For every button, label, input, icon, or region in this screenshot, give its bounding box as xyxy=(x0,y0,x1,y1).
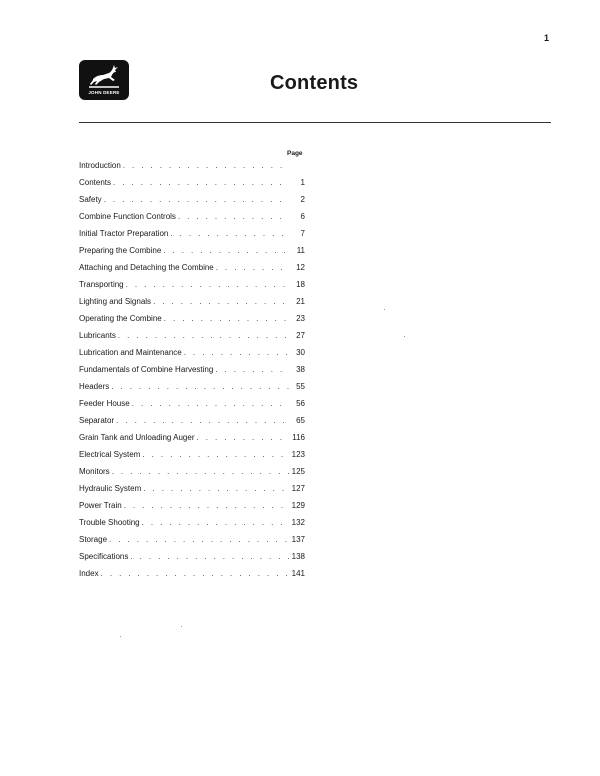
toc-dot-leader xyxy=(116,412,289,429)
toc-dot-leader xyxy=(143,480,289,497)
toc-entry xyxy=(79,174,305,191)
toc-entry-title: Transporting xyxy=(79,280,124,289)
toc-entry-page: 132 xyxy=(291,518,305,527)
toc-entry xyxy=(79,565,305,582)
john-deere-logo xyxy=(79,60,129,100)
toc-entry xyxy=(79,293,305,310)
toc-entry-title: Lubricants xyxy=(79,331,116,340)
toc-entry xyxy=(79,259,305,276)
toc-dot-leader xyxy=(215,361,289,378)
toc-entry-title: Power Train xyxy=(79,501,122,510)
toc-entry xyxy=(79,157,305,174)
toc-entry-title: Specifications xyxy=(79,552,129,561)
toc-entry-title: Storage xyxy=(79,535,108,544)
toc-entry-page: 125 xyxy=(291,467,305,476)
toc-entry-page: 137 xyxy=(291,535,305,544)
toc-entry xyxy=(79,276,305,293)
toc-entry xyxy=(79,395,305,412)
toc-entry-title: Contents xyxy=(79,178,112,187)
toc-entry-title: Safety xyxy=(79,195,102,204)
scan-speck xyxy=(404,336,405,337)
toc-entry-page: 56 xyxy=(296,399,305,408)
toc-entry xyxy=(79,327,305,344)
toc-dot-leader xyxy=(178,208,289,225)
toc-entry-page: 12 xyxy=(296,263,305,272)
toc-entry-page: 55 xyxy=(296,382,305,391)
toc-entry-page: 27 xyxy=(296,331,305,340)
toc-dot-leader xyxy=(123,157,289,174)
toc-entry-title: Electrical System xyxy=(79,450,141,459)
toc-dot-leader xyxy=(184,344,289,361)
toc-entry-page: 129 xyxy=(291,501,305,510)
toc-dot-leader xyxy=(104,191,289,208)
title-rule xyxy=(79,122,551,123)
toc-dot-leader xyxy=(130,548,289,565)
toc-entry-page: 65 xyxy=(296,416,305,425)
toc-dot-leader xyxy=(113,174,289,191)
toc-entry-page: 11 xyxy=(296,246,305,255)
toc-entry-page: 1 xyxy=(300,178,305,187)
scan-speck xyxy=(384,309,385,310)
toc-entry xyxy=(79,497,305,514)
toc-dot-leader xyxy=(112,463,289,480)
toc-entry xyxy=(79,412,305,429)
toc-dot-leader xyxy=(111,378,289,395)
toc-dot-leader xyxy=(124,497,289,514)
page-title: Contents xyxy=(270,72,359,94)
toc-entry-page: 30 xyxy=(296,348,305,357)
logo-text: JOHN DEERE xyxy=(88,90,120,95)
toc-entry xyxy=(79,310,305,327)
toc-entry-title: Fundamentals of Combine Harvesting xyxy=(79,365,214,374)
toc-dot-leader xyxy=(142,446,289,463)
toc-entry xyxy=(79,225,305,242)
toc-entry-page: 2 xyxy=(300,195,305,204)
toc-entry-title: Feeder House xyxy=(79,399,130,408)
toc-entry-title: Lighting and Signals xyxy=(79,297,152,306)
toc-entry-page: 23 xyxy=(296,314,305,323)
page-column-header: Page xyxy=(287,150,303,157)
toc-dot-leader xyxy=(142,514,289,531)
toc-entry-title: Introduction xyxy=(79,161,121,170)
toc-entry-title: Index xyxy=(79,569,99,578)
toc-entry-title: Operating the Combine xyxy=(79,314,162,323)
toc-entry-title: Grain Tank and Unloading Auger xyxy=(79,433,195,442)
toc-dot-leader xyxy=(109,531,289,548)
toc-entry xyxy=(79,344,305,361)
leaping-deer-icon xyxy=(87,63,121,89)
toc-entry xyxy=(79,208,305,225)
toc-entry-page: 6 xyxy=(300,212,305,221)
toc-entry-page: 127 xyxy=(291,484,305,493)
table-of-contents xyxy=(79,157,305,582)
toc-entry xyxy=(79,429,305,446)
toc-entry-title: Monitors xyxy=(79,467,110,476)
scan-speck xyxy=(120,636,121,637)
toc-entry xyxy=(79,514,305,531)
toc-entry-title: Combine Function Controls xyxy=(79,212,176,221)
toc-entry-page: 138 xyxy=(291,552,305,561)
toc-dot-leader xyxy=(197,429,290,446)
toc-entry-page: 123 xyxy=(291,450,305,459)
toc-entry-title: Initial Tractor Preparation xyxy=(79,229,169,238)
toc-dot-leader xyxy=(126,276,289,293)
toc-entry-title: Lubrication and Maintenance xyxy=(79,348,182,357)
toc-entry-page: 116 xyxy=(292,433,305,442)
toc-entry-title: Headers xyxy=(79,382,110,391)
toc-entry xyxy=(79,242,305,259)
toc-entry xyxy=(79,548,305,565)
toc-entry xyxy=(79,531,305,548)
toc-entry-page: 21 xyxy=(296,297,305,306)
toc-entry-page: 141 xyxy=(291,569,305,578)
toc-entry xyxy=(79,191,305,208)
toc-dot-leader xyxy=(153,293,289,310)
toc-dot-leader xyxy=(118,327,289,344)
toc-entry-page: 18 xyxy=(296,280,305,289)
toc-entry xyxy=(79,378,305,395)
toc-dot-leader xyxy=(216,259,289,276)
toc-dot-leader xyxy=(132,395,289,412)
toc-entry-page: 7 xyxy=(300,229,305,238)
toc-entry xyxy=(79,361,305,378)
toc-entry-title: Attaching and Detaching the Combine xyxy=(79,263,214,272)
toc-dot-leader xyxy=(164,310,289,327)
toc-entry-title: Hydraulic System xyxy=(79,484,142,493)
toc-entry xyxy=(79,480,305,497)
toc-entry-title: Preparing the Combine xyxy=(79,246,162,255)
toc-entry xyxy=(79,446,305,463)
toc-entry-page: 38 xyxy=(296,365,305,374)
page-number: 1 xyxy=(544,33,550,43)
toc-entry xyxy=(79,463,305,480)
toc-entry-title: Trouble Shooting xyxy=(79,518,140,527)
toc-dot-leader xyxy=(170,225,289,242)
toc-entry-title: Separator xyxy=(79,416,115,425)
toc-dot-leader xyxy=(101,565,289,582)
scan-speck xyxy=(181,626,182,627)
toc-dot-leader xyxy=(163,242,289,259)
